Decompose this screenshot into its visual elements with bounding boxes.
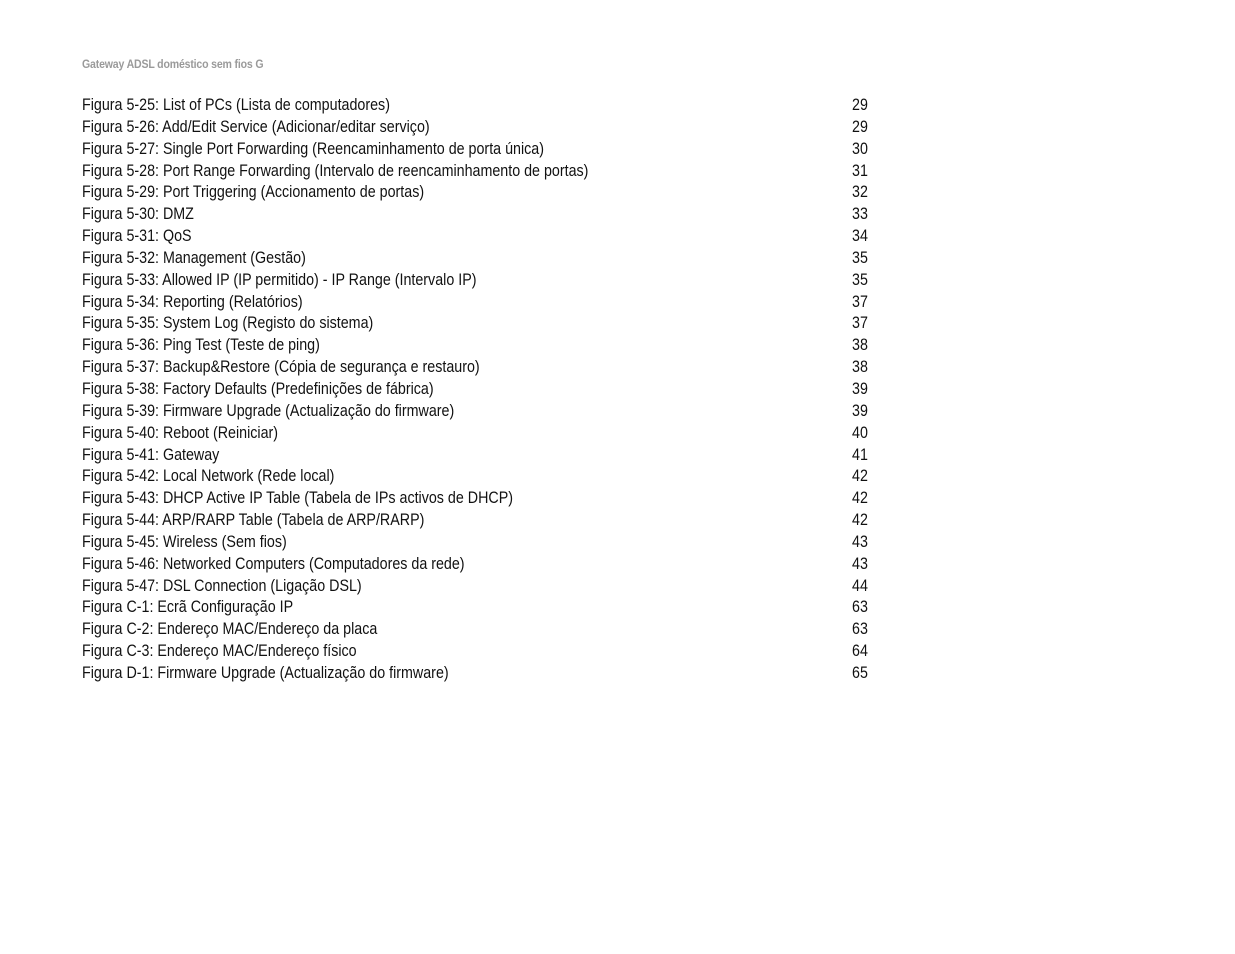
- figure-caption: Figura 5-43: DHCP Active IP Table (Tabela de IPs activos de DHCP): [82, 488, 513, 508]
- figure-caption: Figura 5-27: Single Port Forwarding (Reencaminhamento de porta única): [82, 138, 544, 158]
- list-item[interactable]: [82, 662, 872, 684]
- list-item[interactable]: [82, 422, 872, 444]
- page-number: 42: [852, 510, 868, 530]
- list-item[interactable]: [82, 400, 872, 422]
- page-number: 40: [852, 422, 868, 442]
- page-number: 37: [852, 313, 868, 333]
- figure-caption: Figura 5-46: Networked Computers (Computadores da rede): [82, 553, 465, 573]
- page-number: 43: [852, 531, 868, 551]
- page-number: 39: [852, 378, 868, 398]
- figure-caption: Figura 5-32: Management (Gestão): [82, 247, 306, 267]
- page-number: 29: [852, 116, 868, 136]
- page-number: 42: [852, 466, 868, 486]
- list-item[interactable]: [82, 269, 872, 291]
- list-item[interactable]: [82, 509, 872, 531]
- figure-caption: Figura 5-35: System Log (Registo do sistema): [82, 313, 374, 333]
- list-item[interactable]: [82, 575, 872, 597]
- figure-caption: Figura 5-45: Wireless (Sem fios): [82, 531, 287, 551]
- page-number: 63: [852, 619, 868, 639]
- page-number: 44: [852, 575, 868, 595]
- figure-caption: Figura 5-41: Gateway: [82, 444, 220, 464]
- list-item[interactable]: [82, 94, 872, 116]
- page-number: 38: [852, 357, 868, 377]
- figure-caption: Figura C-3: Endereço MAC/Endereço físico: [82, 641, 357, 661]
- page-header-title: Gateway ADSL doméstico sem fios G: [82, 57, 264, 71]
- figure-caption: Figura 5-25: List of PCs (Lista de computadores): [82, 95, 390, 114]
- figure-caption: Figura 5-42: Local Network (Rede local): [82, 466, 335, 486]
- page-number: 65: [852, 662, 868, 682]
- page-number: 35: [852, 269, 868, 289]
- list-item[interactable]: [82, 465, 872, 487]
- page-number: 41: [852, 444, 868, 464]
- list-item[interactable]: [82, 596, 872, 618]
- list-item[interactable]: [82, 378, 872, 400]
- list-item[interactable]: [82, 116, 872, 138]
- figure-caption: Figura C-2: Endereço MAC/Endereço da placa: [82, 619, 378, 639]
- list-item[interactable]: [82, 247, 872, 269]
- figure-caption: Figura 5-26: Add/Edit Service (Adicionar/editar serviço): [82, 116, 430, 136]
- list-item[interactable]: [82, 618, 872, 640]
- figure-caption: Figura 5-39: Firmware Upgrade (Actualização do firmware): [82, 400, 455, 420]
- list-item[interactable]: [82, 312, 872, 334]
- figure-caption: Figura 5-30: DMZ: [82, 204, 194, 224]
- page-number: 32: [852, 182, 868, 202]
- page-number: 33: [852, 204, 868, 224]
- figure-caption: Figura 5-38: Factory Defaults (Predefinições de fábrica): [82, 378, 434, 398]
- list-item[interactable]: [82, 291, 872, 313]
- list-item[interactable]: [82, 487, 872, 509]
- page-number: 34: [852, 226, 868, 246]
- page-number: 35: [852, 247, 868, 267]
- figure-caption: Figura 5-31: QoS: [82, 226, 192, 246]
- list-item[interactable]: [82, 640, 872, 662]
- list-item[interactable]: [82, 138, 872, 160]
- page-number: 38: [852, 335, 868, 355]
- page-number: 39: [852, 400, 868, 420]
- figure-caption: Figura 5-29: Port Triggering (Accionamento de portas): [82, 182, 425, 202]
- page-number: 63: [852, 597, 868, 617]
- page-number: 64: [852, 641, 868, 661]
- page-number: 42: [852, 488, 868, 508]
- list-item[interactable]: [82, 356, 872, 378]
- list-item[interactable]: [82, 553, 872, 575]
- figure-caption: Figura 5-36: Ping Test (Teste de ping): [82, 335, 320, 355]
- figure-caption: Figura 5-47: DSL Connection (Ligação DSL): [82, 575, 362, 595]
- list-item[interactable]: [82, 160, 872, 182]
- page-number: 43: [852, 553, 868, 573]
- list-item[interactable]: [82, 181, 872, 203]
- page-number: 29: [852, 95, 868, 114]
- page-number: 30: [852, 138, 868, 158]
- list-item[interactable]: [82, 225, 872, 247]
- figure-caption: Figura 5-40: Reboot (Reiniciar): [82, 422, 279, 442]
- figure-caption: Figura 5-37: Backup&Restore (Cópia de segurança e restauro): [82, 357, 480, 377]
- list-item[interactable]: [82, 203, 872, 225]
- list-item[interactable]: [82, 334, 872, 356]
- figure-caption: Figura 5-34: Reporting (Relatórios): [82, 291, 303, 311]
- figure-caption: Figura 5-28: Port Range Forwarding (Intervalo de reencaminhamento de portas): [82, 160, 589, 180]
- page-number: 31: [852, 160, 868, 180]
- figure-caption: Figura 5-33: Allowed IP (IP permitido) - IP Range (Intervalo IP): [82, 269, 477, 289]
- figure-caption: Figura 5-44: ARP/RARP Table (Tabela de ARP/RARP): [82, 510, 425, 530]
- figure-list: [82, 94, 872, 684]
- figure-caption: Figura D-1: Firmware Upgrade (Actualização do firmware): [82, 662, 449, 682]
- list-item[interactable]: [82, 444, 872, 466]
- list-item[interactable]: [82, 531, 872, 553]
- page-number: 37: [852, 291, 868, 311]
- figure-caption: Figura C-1: Ecrã Configuração IP: [82, 597, 294, 617]
